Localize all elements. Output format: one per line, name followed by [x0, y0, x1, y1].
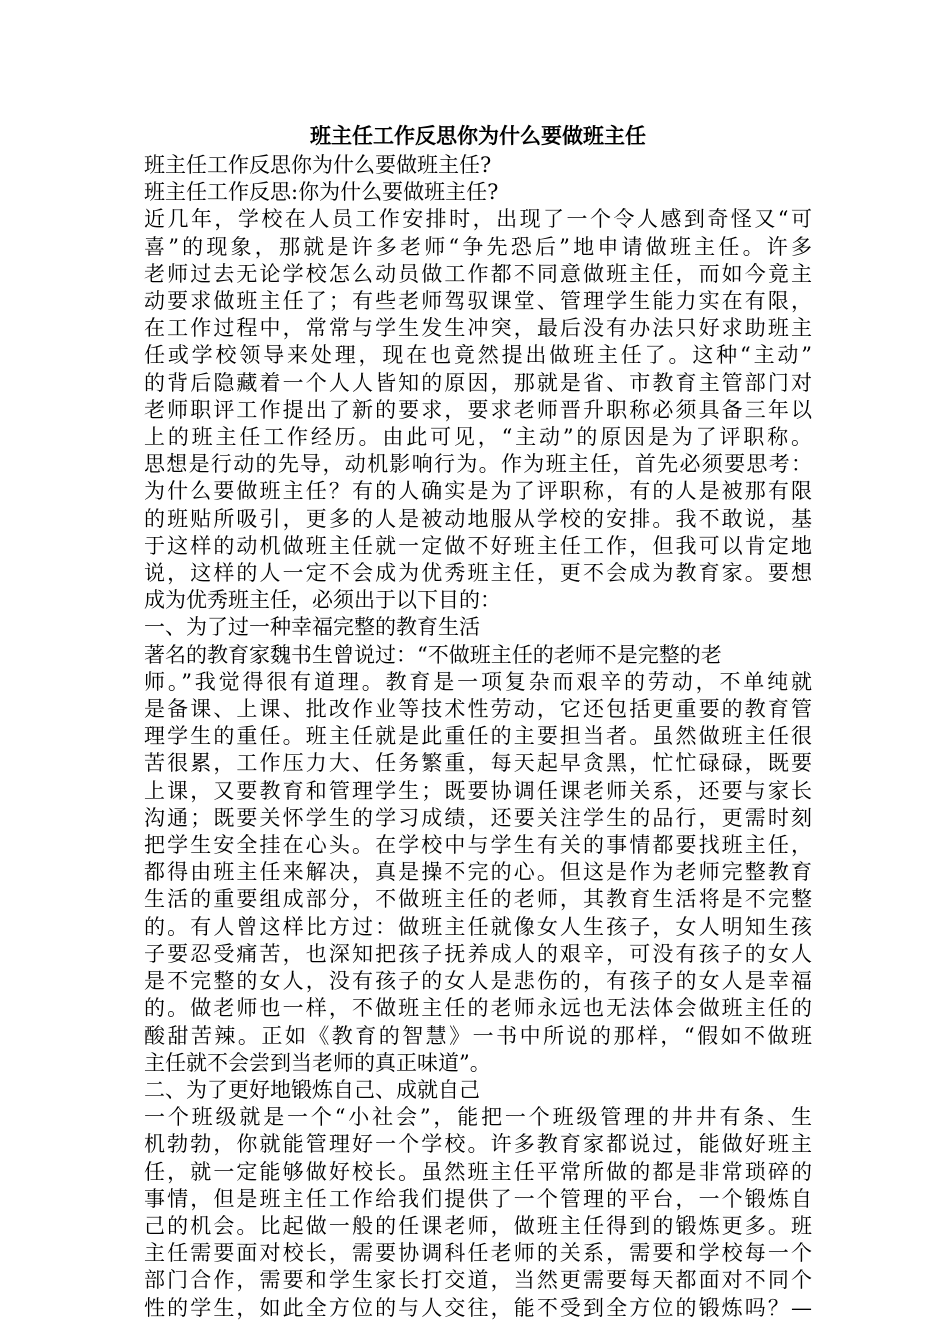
body-text-line: 性的学生，如此全方位的与人交往，能不受到全方位的锻炼吗？— [144, 1295, 812, 1320]
body-text-line: 在工作过程中，常常与学生发生冲突，最后没有办法只好求助班主 [144, 316, 812, 341]
document-title: 班主任工作反思你为什么要做班主任 [310, 123, 646, 148]
body-text-line: 沟通；既要关怀学生的学习成绩，还要关注学生的品行，更需时刻 [144, 805, 812, 830]
body-text-line: 的班贴所吸引，更多的人是被动地服从学校的安排。我不敢说，基 [144, 506, 812, 531]
body-text-line: 著名的教育家魏书生曾说过：“不做班主任的老师不是完整的老 [144, 642, 722, 667]
body-text-line: 师。”我觉得很有道理。教育是一项复杂而艰辛的劳动，不单纯就 [144, 669, 812, 694]
body-text-line: 事情，但是班主任工作给我们提供了一个管理的平台，一个锻炼自 [144, 1186, 812, 1211]
body-text-line: 主任需要面对校长，需要协调科任老师的关系，需要和学校每一个 [144, 1241, 812, 1266]
body-text-line: 老师过去无论学校怎么动员做工作都不同意做班主任，而如今竟主 [144, 261, 812, 286]
body-text-line: 任或学校领导来处理，现在也竟然提出做班主任了。这种“主动” [144, 343, 812, 368]
body-text-line: 上的班主任工作经历。由此可见，“主动”的原因是为了评职称。 [144, 425, 812, 450]
body-text-line: 理学生的重任。班主任就是此重任的主要担当者。虽然做班主任很 [144, 724, 812, 749]
body-text-line: 苦很累，工作压力大、任务繁重，每天起早贪黑，忙忙碌碌，既要 [144, 751, 812, 776]
body-text-line: 班主任工作反思你为什么要做班主任? [144, 153, 492, 177]
body-text-line: 机勃勃，你就能管理好一个学校。许多教育家都说过，能做好班主 [144, 1132, 812, 1157]
body-text-line: 是备课、上课、批改作业等技术性劳动，它还包括更重要的教育管 [144, 697, 812, 722]
body-text-line: 主任就不会尝到当老师的真正味道”。 [144, 1050, 491, 1075]
body-text-line: 一、为了过一种幸福完整的教育生活 [144, 615, 480, 640]
body-text-line: 子要忍受痛苦，也深知把孩子抚养成人的艰辛，可没有孩子的女人 [144, 941, 812, 966]
document-body [144, 152, 812, 1322]
body-text-line: 二、为了更好地锻炼自己、成就自己 [144, 1077, 480, 1102]
body-text-line: 成为优秀班主任，必须出于以下目的： [144, 588, 501, 613]
document-page [144, 120, 812, 1322]
body-text-line: 班主任工作反思:你为什么要做班主任? [144, 180, 499, 205]
body-text-line: 酸甜苦辣。正如《教育的智慧》一书中所说的那样，“假如不做班 [144, 1023, 812, 1048]
body-text-line: 为什么要做班主任？有的人确实是为了评职称，有的人是被那有限 [144, 479, 812, 504]
body-text-line: 的。做老师也一样，不做班主任的老师永远也无法体会做班主任的 [144, 996, 812, 1021]
body-text-line: 动要求做班主任了；有些老师驾驭课堂、管理学生能力实在有限， [144, 289, 812, 314]
body-text-line: 任，就一定能够做好校长。虽然班主任平常所做的都是非常琐碎的 [144, 1159, 812, 1184]
body-text-line: 思想是行动的先导，动机影响行为。作为班主任，首先必须要思考： [144, 452, 812, 477]
body-text-line: 近几年，学校在人员工作安排时，出现了一个令人感到奇怪又“可 [144, 207, 812, 232]
body-text-line: 的。有人曾这样比方过：做班主任就像女人生孩子，女人明知生孩 [144, 914, 812, 939]
body-text-line: 喜”的现象，那就是许多老师“争先恐后”地申请做班主任。许多 [144, 234, 812, 259]
body-text-line: 说，这样的人一定不会成为优秀班主任，更不会成为教育家。要想 [144, 561, 812, 586]
body-text-line: 把学生安全挂在心头。在学校中与学生有关的事情都要找班主任， [144, 833, 812, 858]
body-text-line: 部门合作，需要和学生家长打交道，当然更需要每天都面对不同个 [144, 1268, 812, 1293]
body-text-line: 一个班级就是一个“小社会”，能把一个班级管理的井井有条、生 [144, 1105, 812, 1130]
body-text-line: 都得由班主任来解决，真是操不完的心。但这是作为老师完整教育 [144, 860, 812, 885]
body-text-line: 于这样的动机做班主任就一定做不好班主任工作，但我可以肯定地 [144, 533, 812, 558]
body-text-line: 生活的重要组成部分，不做班主任的老师，其教育生活将是不完整 [144, 887, 812, 912]
body-text-line: 是不完整的女人，没有孩子的女人是悲伤的，有孩子的女人是幸福 [144, 969, 812, 994]
body-text-line: 上课，又要教育和管理学生；既要协调任课老师关系，还要与家长 [144, 778, 812, 803]
body-text-line: 己的机会。比起做一般的任课老师，做班主任得到的锻炼更多。班 [144, 1213, 812, 1238]
body-text-line: 老师职评工作提出了新的要求，要求老师晋升职称必须具备三年以 [144, 397, 812, 422]
body-text-line: 的背后隐藏着一个人人皆知的原因，那就是省、市教育主管部门对 [144, 370, 812, 395]
